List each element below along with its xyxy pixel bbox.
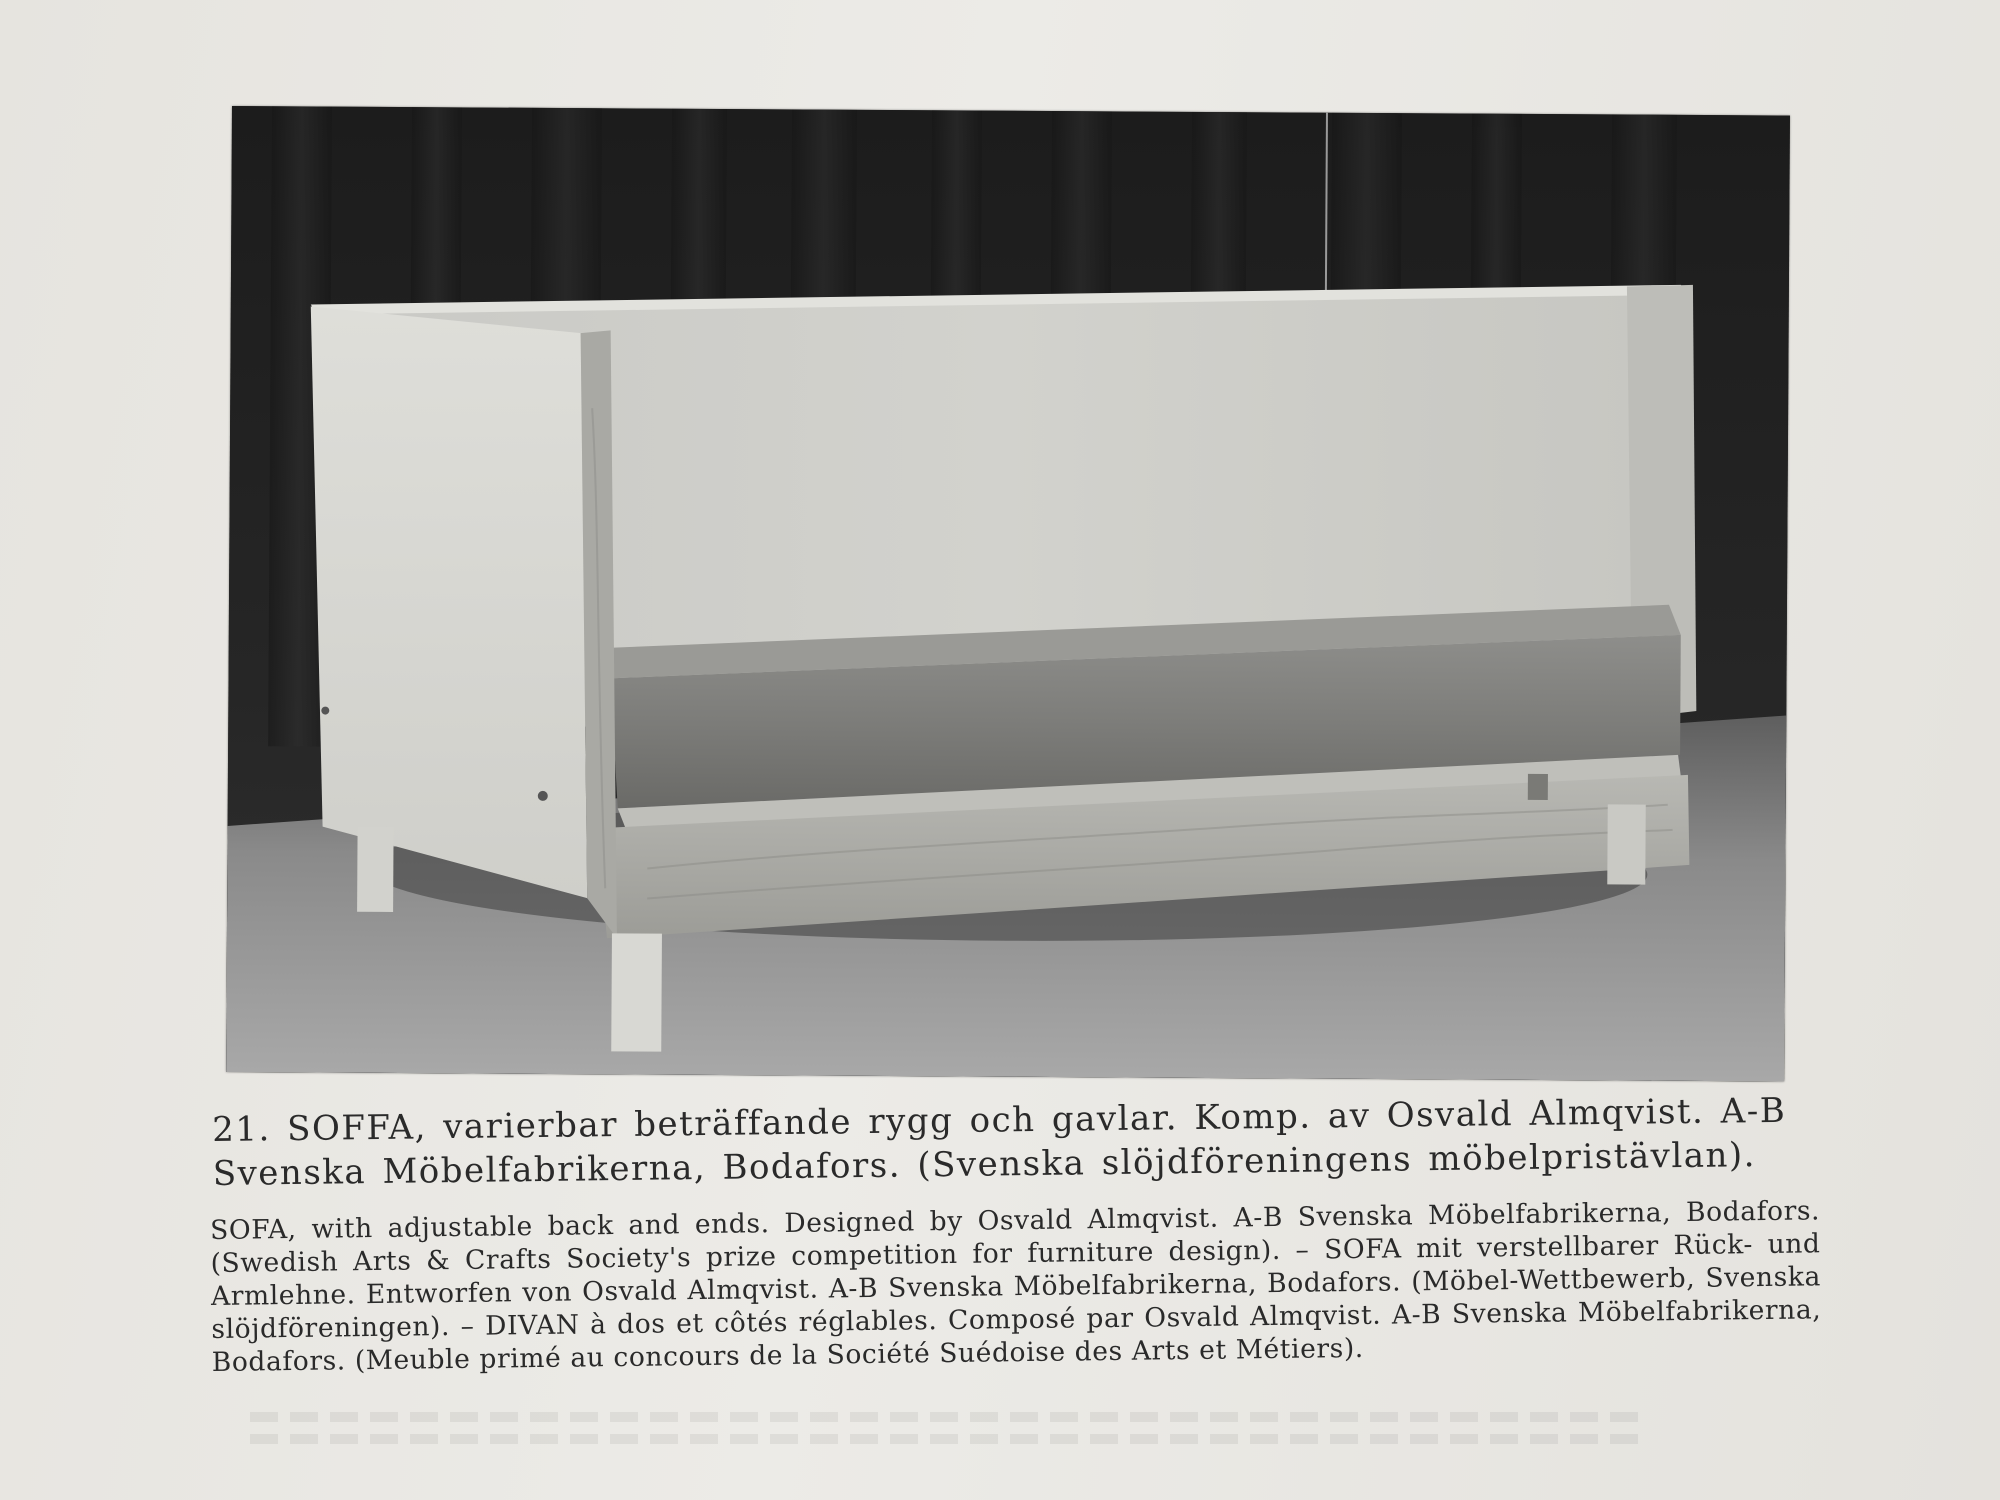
reverse-page-show-through	[250, 1400, 1650, 1460]
caption-multilingual-text: SOFA, with adjustable back and ends. Designed by Osvald Almqvist. A-B Svenska Möbelfabrikerna, Bodafors. (Swedish Arts & Crafts Society's prize competition for furniture design). – SOFA mit verstellbarer Rück- und Armlehne. Entworfen von Osvald Almqvist. A-B Svenska Möbelfabrikerna, Bodafors. (Möbel-Wettbewerb, Svenska slöjdföreningen). – DIVAN à dos et côtés réglables. Composé par Osvald Almqvist. A-B Svenska Möbelfabrikerna, Bodafors. (Meuble primé au concours de la Société Suédoise des Arts et Métiers).	[210, 1195, 1822, 1378]
caption-multilingual	[210, 1194, 1822, 1379]
caption-swedish: 21. SOFFA, varierbar beträffande rygg och gavlar. Komp. av Osvald Almqvist. A-B Svenska Möbelfabrikerna, Bodafors. (Svenska slöjdföreningens möbelpristävlan).	[212, 1090, 1787, 1194]
sofa-photo-svg	[226, 106, 1790, 1081]
sofa-photograph	[226, 106, 1790, 1081]
